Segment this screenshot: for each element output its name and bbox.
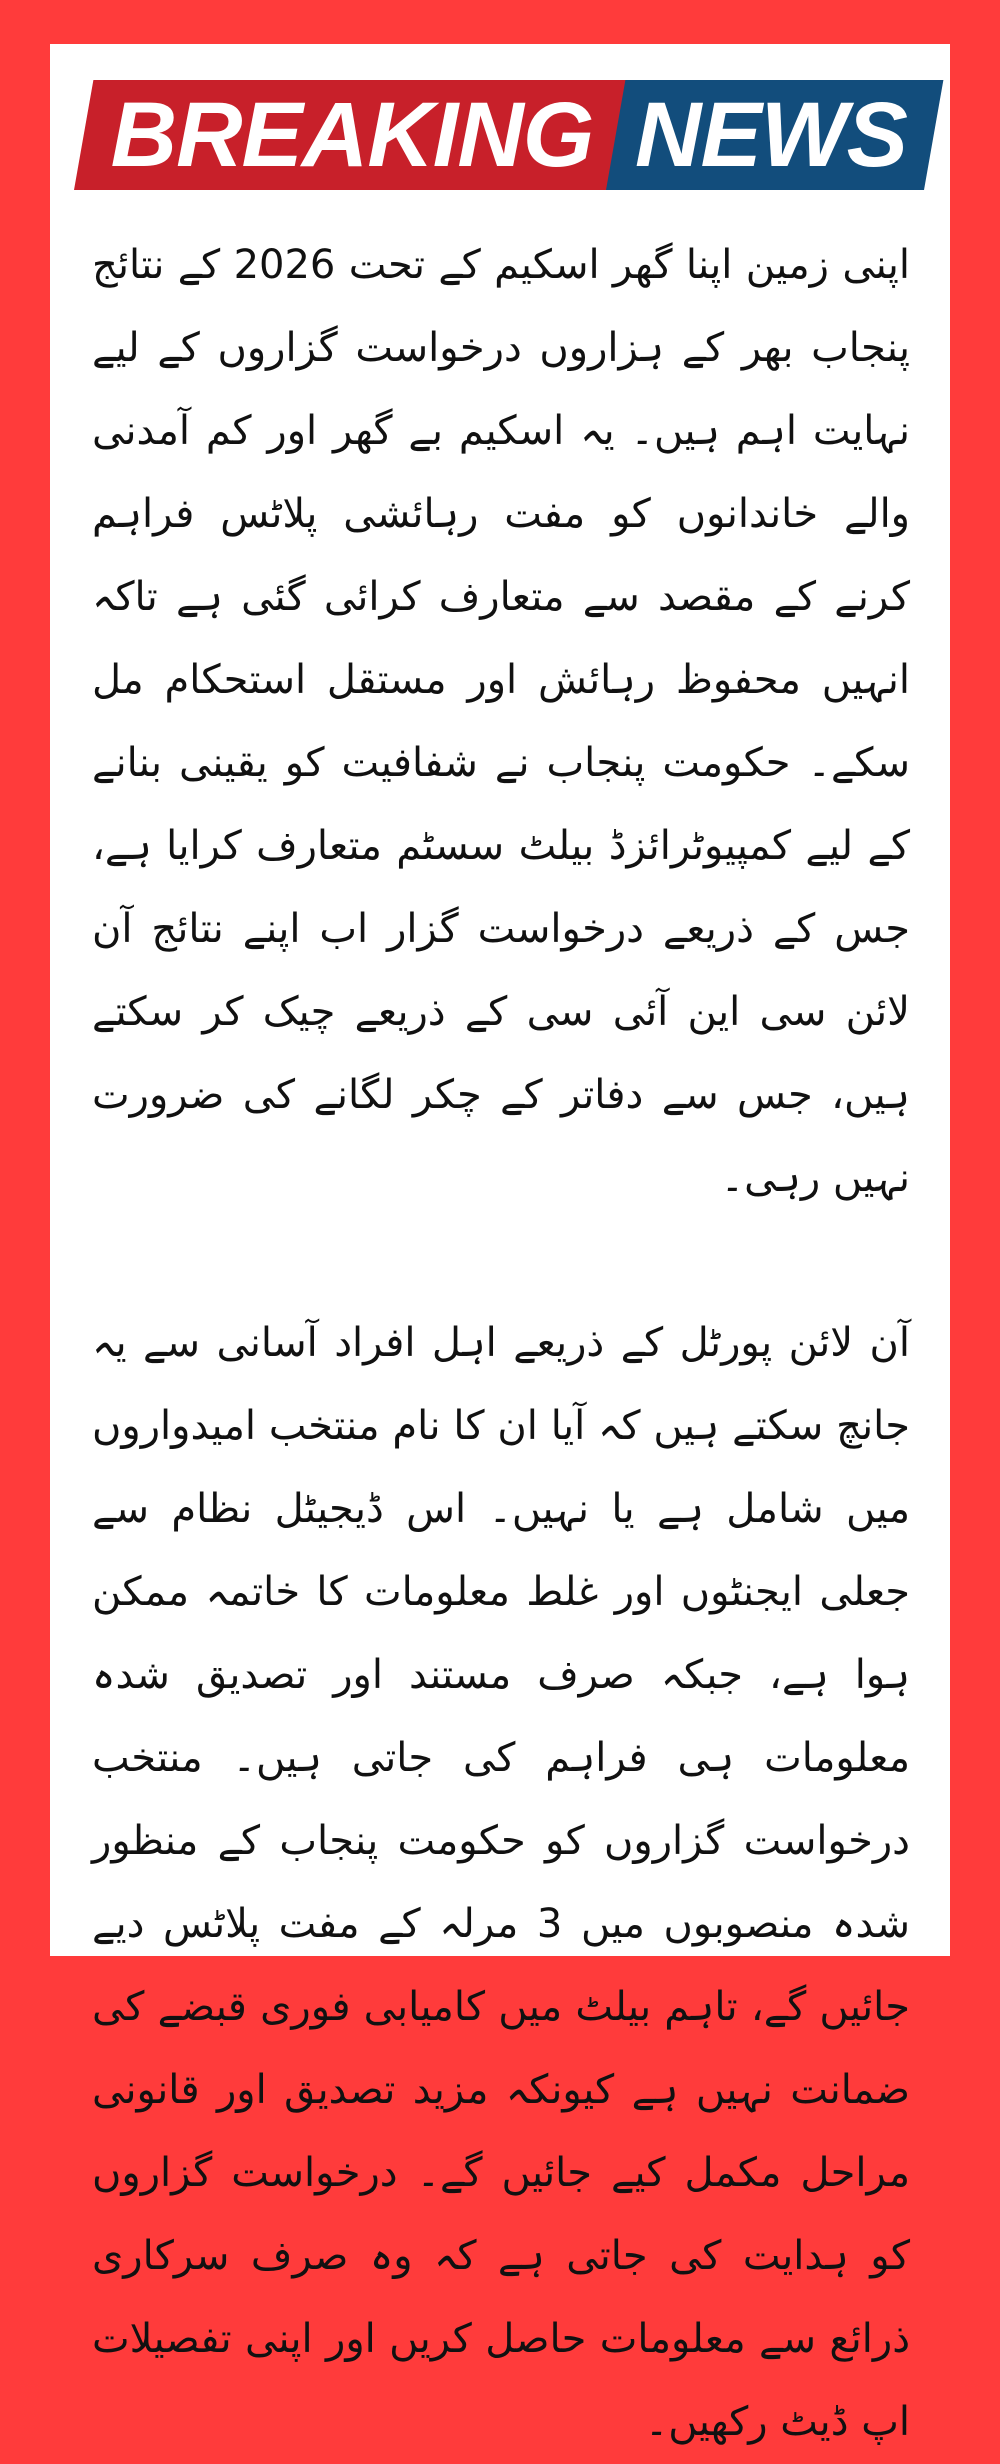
article-body xyxy=(92,224,910,2464)
article-paragraph-2: آن لائن پورٹل کے ذریعے اہل افراد آسانی سے یہ جانچ سکتے ہیں کہ آیا ان کا نام منتخب امیدواروں میں شامل ہے یا نہیں۔ اس ڈیجیٹل نظام سے جعلی ایجنٹوں اور غلط معلومات کا خاتمہ ممکن ہوا ہے، جبکہ صرف مستند اور تصدیق شدہ معلومات ہی فراہم کی جاتی ہیں۔ منتخب درخواست گزاروں کو حکومت پنجاب کے منظور شدہ منصوبوں میں 3 مرلہ کے مفت پلاٹس دیے جائیں گے، تاہم بیلٹ میں کامیابی فوری قبضے کی ضمانت نہیں ہے کیونکہ مزید تصدیق اور قانونی مراحل مکمل کیے جائیں گے۔ درخواست گزاروں کو ہدایت کی جاتی ہے کہ وہ صرف سرکاری ذرائع سے معلومات حاصل کریں اور اپنی تفصیلات اپ ڈیٹ رکھیں۔ xyxy=(92,1320,911,2445)
news-card xyxy=(50,44,950,2445)
breaking-news-banner xyxy=(74,80,930,190)
article-paragraph-1: اپنی زمین اپنا گھر اسکیم کے تحت 2026 کے نتائج پنجاب بھر کے ہزاروں درخواست گزاروں کے لیے نہایت اہم ہیں۔ یہ اسکیم بے گھر اور کم آمدنی والے خاندانوں کو مفت رہائشی پلاٹس فراہم کرنے کے مقصد سے متعارف کرائی گئی ہے تاکہ انہیں محفوظ رہائش اور مستقل استحکام مل سکے۔ حکومت پنجاب نے شفافیت کو یقینی بنانے کے لیے کمپیوٹرائزڈ بیلٹ سسٹم متعارف کرایا ہے، جس کے ذریعے درخواست گزار اب اپنے نتائج آن لائن سی این آئی سی کے ذریعے چیک کر سکتے ہیں، جس سے دفاتر کے چکر لگانے کی ضرورت نہیں رہی۔ xyxy=(92,242,910,1201)
banner-word-news: NEWS xyxy=(635,84,907,186)
banner-word-breaking: BREAKING xyxy=(110,84,594,186)
